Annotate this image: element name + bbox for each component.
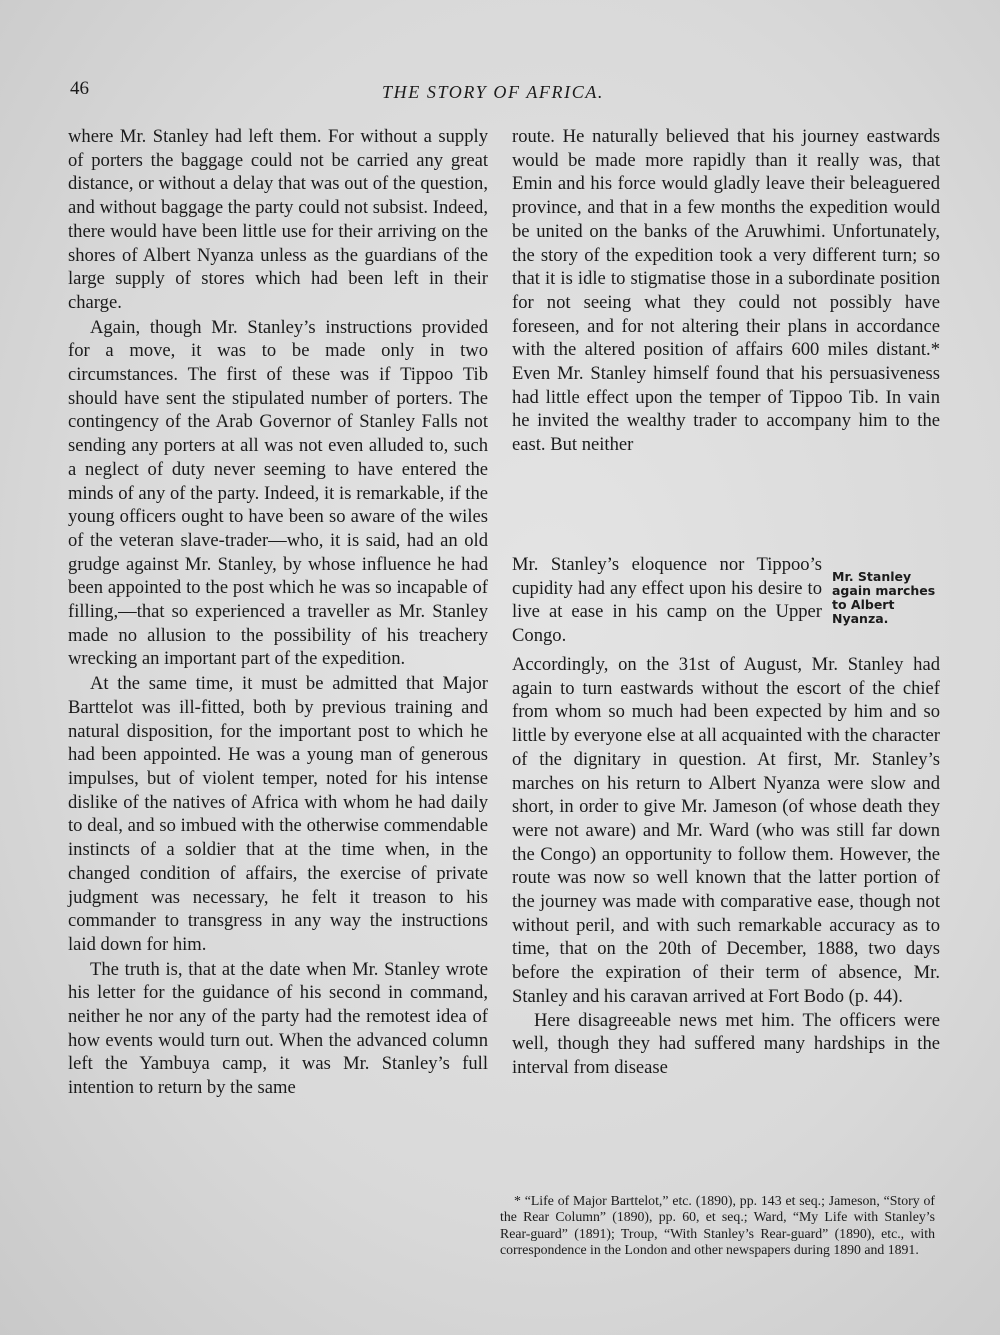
page-number: 46	[70, 78, 89, 99]
running-head	[70, 78, 950, 112]
right-paragraph-2: Here disagreeable news met him. The officers were well, though they had suffered many hardships in the interval from disease	[512, 1009, 940, 1078]
left-column	[68, 125, 488, 1100]
left-paragraph-1: where Mr. Stanley had left them. For without a supply of porters the baggage could not be carried any great distance, or without a delay that was out of the question, and without baggage the party could not subsist. Indeed, there would have been little use for their arriving on the shores of Albert Nyanza unless as the guardians of the large supply of stores which had been left in their charge.	[68, 126, 488, 313]
right-paragraph-1b: Mr. Stanley’s eloquence nor Tippoo’s cupidity had any effect upon his desire to live at ease in his camp on the Upper Congo.	[512, 554, 822, 647]
left-paragraph-2: Again, though Mr. Stanley’s instructions provided for a move, it was to be made only in two circumstances. The first of these was if Tippoo Tib should have sent the stipulated number of porters. The contingency of the Arab Governor of Stanley Falls not sending any porters at all was not even alluded to, such a neglect of duty never seeming to have entered the minds of any of the party. Indeed, it is remarkable, if the young officers ought to have been so aware of the wiles of the veteran slave-trader—who, it is said, had an old grudge against Mr. Stanley, by whose influence he had been appointed to the post which he was so incapable of filling,—that so experienced a traveller as Mr. Stanley made no allusion to the possibility of his treachery wrecking an important part of the expedition.	[68, 316, 488, 670]
left-paragraph-4: The truth is, that at the date when Mr. Stanley wrote his letter for the guidance of his second in command, neither he nor any of the party had the remotest idea of how events would turn out. When the advanced column left the Yambuya camp, it was Mr. Stanley’s full intention to return by the same	[68, 958, 488, 1099]
right-column-bottom	[512, 653, 940, 1080]
footnote-text: * “Life of Major Barttelot,” etc. (1890), pp. 143 et seq.; Jameson, “Story of the Rear Column” (1890), pp. 60, et seq.; Ward, “My Life with Stanley’s Rear-guard” (1891); Troup, “With Stanley’s Rear-guard” (1890), etc., with correspondence in the London and other newspapers during 1890 and 1891.	[500, 1193, 935, 1258]
footnote	[500, 1193, 935, 1259]
margin-sidenote: Mr. Stanley again marches to Albert Nyanza.	[832, 569, 936, 626]
left-paragraph-3: At the same time, it must be admitted that Major Barttelot was ill-fitted, both by previous training and natural disposition, for the important post to which he had been appointed. He was a young man of generous impulses, but of violent temper, noted for his intense dislike of the natives of Africa with whom he had daily to deal, and so imbued with the otherwise commendable instincts of a soldier that at the time when, in the changed condition of affairs, the exercise of private judgment was necessary, he felt it treason to his commander to transgress in any way the instructions laid down for him.	[68, 673, 488, 955]
right-paragraph-1a: route. He naturally believed that his journey eastwards would be made more rapidly than it really was, that Emin and his force would gladly leave their beleaguered province, and that in a few months the expedition would be united on the banks of the Aruwhimi. Unfortunately, the story of the expedition took a very different turn; so that it is idle to stigmatise those in a subordinate position for not seeing what they could not possibly have foreseen, and for not altering their plans in accordance with the altered position of affairs 600 miles distant.* Even Mr. Stanley himself found that his persuasiveness had little effect upon the temper of Tippoo Tib. In vain he invited the wealthy trader to accompany him to the east. But neither	[512, 126, 940, 456]
right-column-beside-note	[512, 553, 822, 648]
running-title: THE STORY OF AFRICA.	[382, 82, 605, 102]
right-column-top	[512, 125, 940, 457]
right-paragraph-1c: Accordingly, on the 31st of August, Mr. Stanley had again to turn eastwards without the escort of the chief from whom so much had been expected by him and so little by everyone else at all acquainted with the character of the dignitary in question. At first, Mr. Stanley’s marches on his return to Albert Nyanza were slow and short, in order to give Mr. Jameson (of whose death they were not aware) and Mr. Ward (who was still far down the Congo) an opportunity to follow them. However, the route was now so well known that the latter portion of the journey was made with comparative ease, though not without peril, and with such remarkable accuracy as to time, that on the 20th of December, 1888, two days before the expiration of their term of absence, Mr. Stanley and his caravan arrived at Fort Bodo (p. 44).	[512, 654, 940, 1007]
